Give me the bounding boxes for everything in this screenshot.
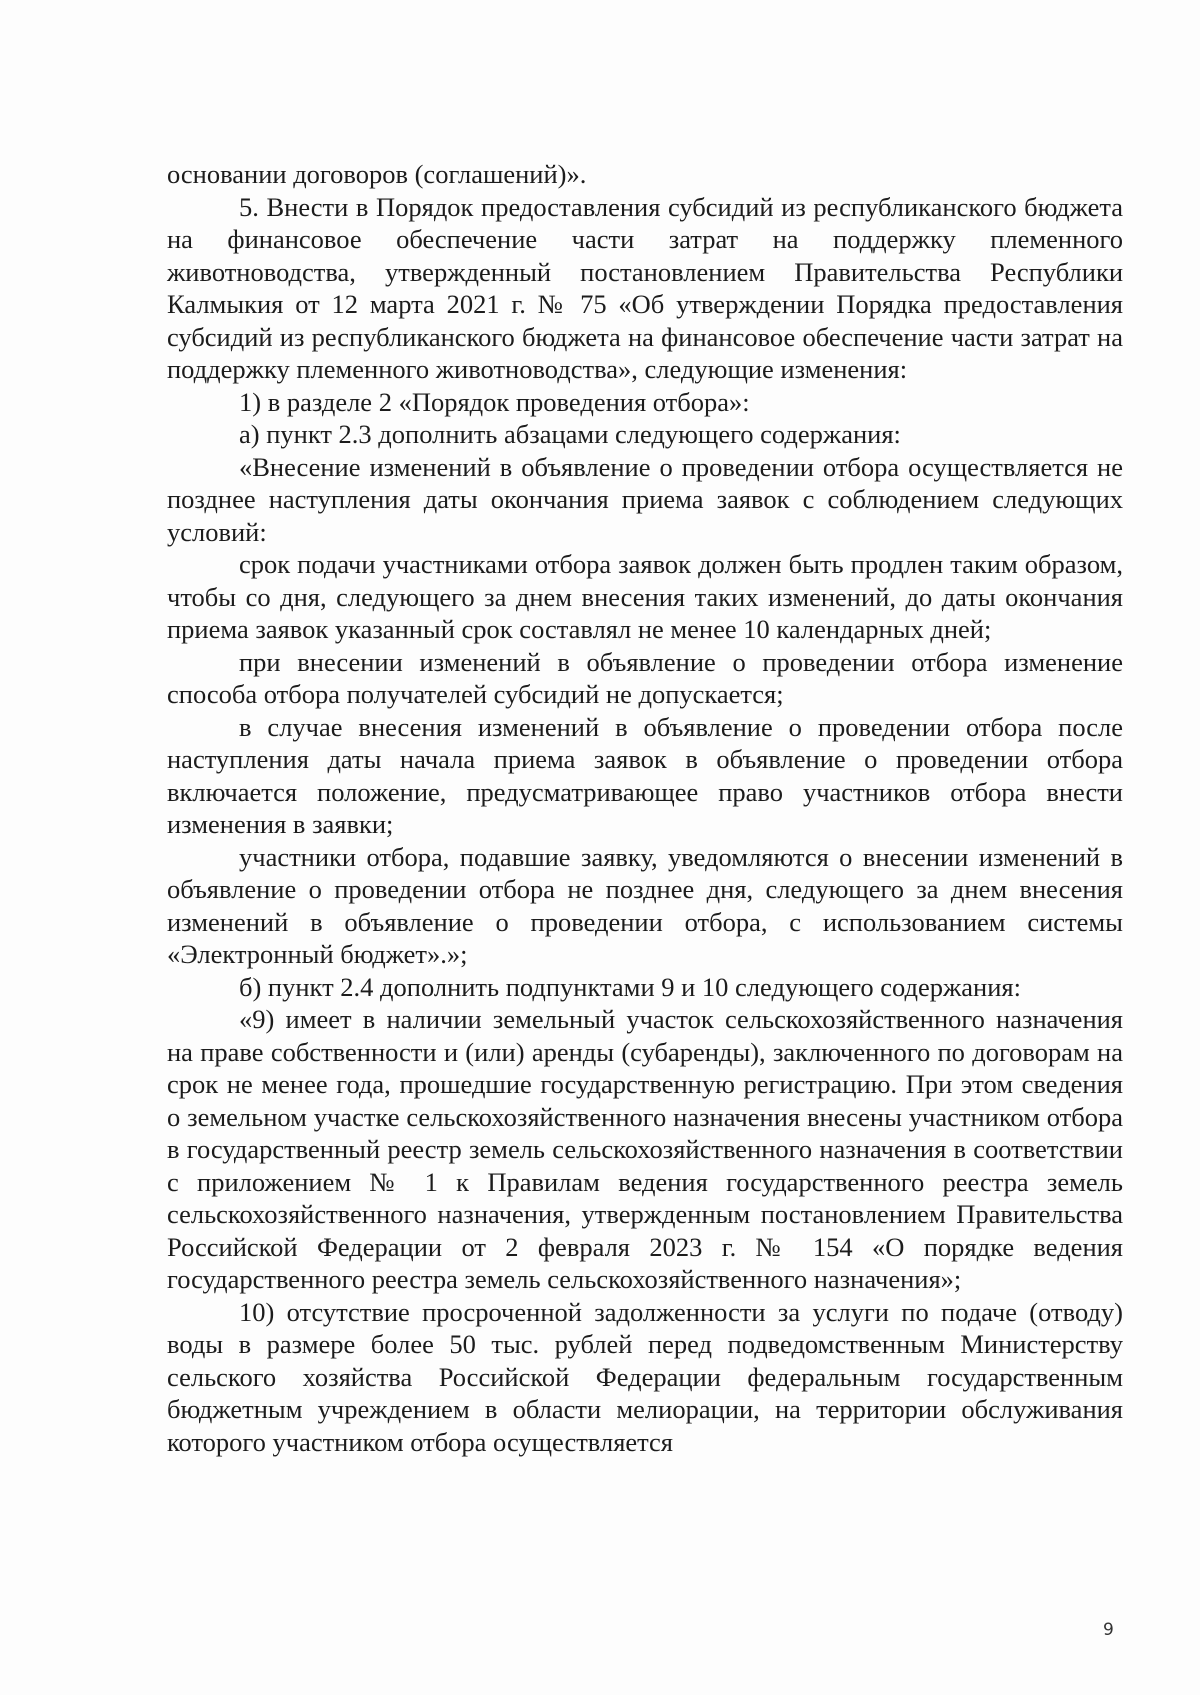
paragraph-subpoint-10: 10) отсутствие просроченной задолженности за услуги по подаче (отводу) воды в размере более 50 тыс. рублей перед подведомственным Министерству сельского хозяйства Российской Федерации федеральным государственным бюджетным учреждением в области мелиорации, на территории обслуживания которого участником отбора осуществляется [167, 1296, 1123, 1457]
paragraph-subitem-a: а) пункт 2.3 дополнить абзацами следующего содержания: [239, 419, 901, 449]
paragraph-subpoint-9: «9) имеет в наличии земельный участок сельскохозяйственного назначения на праве собственности и (или) аренды (субаренды), заключенного по договорам на срок не менее года, прошедшие государственную регистрацию. При этом сведения о земельном участке сельскохозяйственного назначения внесены участником отбора в государственный реестр земель сельскохозяйственного назначения в соответствии с приложением № 1 к Правилам ведения государственного реестра земель сельскохозяйственного назначения, утвержденным постановлением Правительства Российской Федерации от 2 февраля 2023 г. № 154 «О порядке ведения государственного реестра земель сельскохозяйственного назначения»; [167, 1004, 1123, 1294]
paragraph-subitem-b: б) пункт 2.4 дополнить подпунктами 9 и 10 следующего содержания: [239, 971, 1021, 1002]
paragraph-amendment-notice: участники отбора, подавшие заявку, уведомляются о внесении изменений в объявление о проведении отбора не позднее дня, следующего за днем внесения изменений в объявление о проведении отбора, с использованием системы «Электронный бюджет».»; [167, 841, 1123, 969]
paragraph-amendment-method: при внесении изменений в объявление о проведении отбора изменение способа отбора получателей субсидий не допускается; [167, 646, 1123, 709]
paragraph-item-5: 5. Внести в Порядок предоставления субсидий из республиканского бюджета на финансовое обеспечение части затрат на поддержку племенного животноводства, утвержденный постановлением Правительства Республики Калмыкия от 12 марта 2021 г. № 75 «Об утверждении Порядка предоставления субсидий из республиканского бюджета на финансовое обеспечение части затрат на поддержку племенного животноводства», следующие изменения: [167, 191, 1123, 384]
paragraph-continuation: основании договоров (соглашений)». [167, 159, 587, 189]
paragraph-amendment-rights: в случае внесения изменений в объявление о проведении отбора после наступления даты начала приема заявок в объявление о проведении отбора включается положение, предусматривающее право участников отбора внести изменения в заявки; [167, 711, 1123, 839]
paragraph-amendment-intro: «Внесение изменений в объявление о проведении отбора осуществляется не позднее наступления даты окончания приема заявок с соблюдением следующих условий: [167, 451, 1123, 547]
paragraph-amendment-deadline: срок подачи участниками отбора заявок должен быть продлен таким образом, чтобы со дня, следующего за днем внесения таких изменений, до даты окончания приема заявок указанный срок составлял не менее 10 календарных дней; [167, 549, 1123, 644]
page-number: 9 [1103, 1620, 1114, 1640]
paragraph-subitem-1: 1) в разделе 2 «Порядок проведения отбора»: [239, 386, 750, 417]
document-body [167, 158, 1123, 1458]
